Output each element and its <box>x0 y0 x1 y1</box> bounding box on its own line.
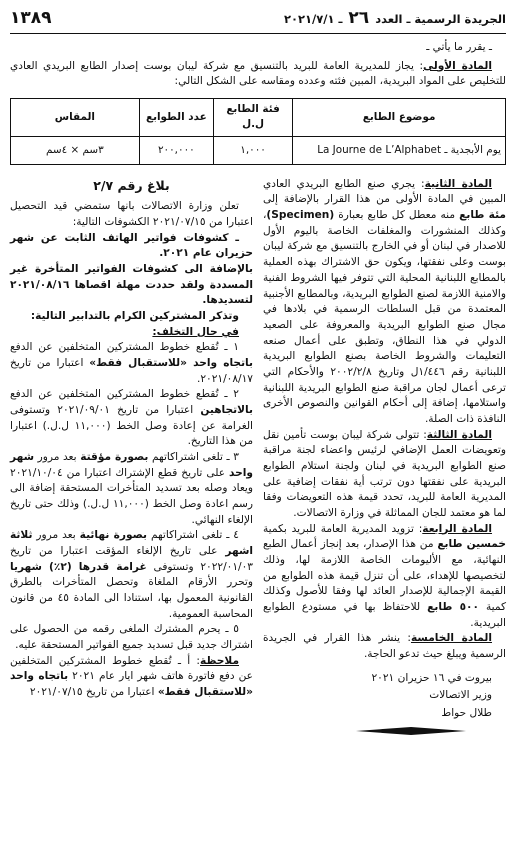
notice-reminder <box>10 309 253 325</box>
article-2-bold: مئة طابع <box>459 209 506 222</box>
measure-3 <box>10 450 253 528</box>
measure-text: على تاريخ الإلغاء المؤقت اعتبارا من تاريخ ٢٠٢٢/٠١/٠٣ وتستوفى <box>10 545 253 573</box>
article-5-text: : ينشر هذا القرار في الجريدة الرسمية ويبلغ حيث تدعو الحاجة. <box>263 632 506 660</box>
article-5 <box>263 631 506 662</box>
measure-text: ١ ـ تُقطع خطوط المشتركين المتخلفين عن الدفع <box>10 341 239 354</box>
gazette-title <box>284 6 506 31</box>
measure-bold: شهر واحد <box>10 451 253 479</box>
measure-text: اعتبارا من تاريخ ٢٠٢١/٠٨/١٧. <box>10 357 253 385</box>
cell-size: ٣سم × ٤سم <box>11 136 140 164</box>
cell-denomination: ١,٠٠٠ <box>213 136 292 164</box>
article-4-label: المادة الرابعة <box>422 522 493 535</box>
right-column <box>263 177 506 736</box>
article-2-text: : يجري صنع الطابع البريدي العادي المبين في المادة الأولى من هذا القرار بالإضافة إلى <box>263 177 506 206</box>
measure-text: ٣ ـ تلغى اشتراكاتهم <box>148 451 239 464</box>
notice-reminder-text: وتذكر المشتركين الكرام بالتدابير التالية: <box>30 310 239 322</box>
header-count: عدد الطوابع <box>139 99 213 137</box>
measure-2 <box>10 387 253 450</box>
measure-bold: باتجاه واحد «للاستقبال فقط» <box>89 357 253 370</box>
header-subject: موضوع الطابع <box>293 99 506 137</box>
signature-block <box>263 671 506 722</box>
divider-ornament <box>356 726 466 736</box>
measure-bold: بالاتجاهين <box>200 404 253 417</box>
article-4-text: من هذا الإصدار، بعد إنجاز أعمال الطبع النهائية، مع الأليومات الخاصة اللازمة لها، وذلك لتخصيصها للإهداء، على أن تنزل قيمة هذه الطوابع من القيمة الإجمالية للإصدار العائد لها وفقا للأصول وكذلك كمية <box>263 538 506 613</box>
article-4-text: للاحتفاظ بها في مستودع الطوابع البريدية. <box>263 600 506 629</box>
article-3 <box>263 428 506 522</box>
left-column <box>10 177 253 736</box>
notice-note <box>10 654 253 701</box>
measure-text: اعتبارا من تاريخ ٢٠٢١/٠٩/٠١ وتستوفى الغرامة عن إعادة وصل الخط (١١,٠٠٠ ل.ل.) اعتبارا من هذا التاريخ. <box>10 404 253 448</box>
continued-line: ـ يقرر ما يأتي ـ <box>426 41 492 53</box>
notice-intro: تعلن وزارة الاتصالات بانها ستمضي قيد التحصيل اعتبارا من ٢٠٢١/٠٧/١٥ الكشوفات التالية: <box>10 200 253 228</box>
measure-1 <box>10 340 253 387</box>
article-3-label: المادة الثالثة <box>426 428 492 441</box>
measure-text: على تاريخ قطع الإشتراك اعتبارا من ٢٠٢١/١٠/٠٤ ويعاد وصله بعد تسديد المتأخرات المستحقة إضافة الى رسم اعادة وصل الخط (١١,٠٠٠ ل.ل.) وذلك حتى تاريخ الإلغاء النهائي. <box>10 466 253 526</box>
article-2-text: ، وكذلك المنشورات والمغلفات الخاصة باليوم الأول للاصدار في لبنان أو في الخارج بالتنسيق مع شركة ليبان بوست وعلى نفقتها، ويكون حق الاشتراك بهذه العملية بالمطابع اللبنانية المحلية التي تتوفر فيها الشروط الفنية والامنية اللازمة لصنع الطوابع البريدية، وبالمطابع الأجنبية المعتمدة من قبل السلطات الرسمية في بلادها في مجال صنع الطوابع البريدية والمعروفة على الصعيد الدولي في هذا النطاق، وتطبق على أعمال صنعه التعليمات والشروط الخاصة بصنع الطوابع البريدية اللبنانية رقم ١/٤٤٦ل وتاريخ ٢٠٠٢/٢/٨ والأحكام التي ترعى أعمال لجان مراقبة صنع الطوابع البريدية اللبنانية واستلامها، إضافة إلى أحكام القوانين والنصوص الأخرى النافذة ذات الصلة. <box>263 209 506 425</box>
cell-subject: يوم الأبجدية ـ La Journe de L’Alphabet <box>293 136 506 164</box>
measure-text: بعد مرور <box>32 529 80 542</box>
article-2-text: منه معطل كل طابع بعبارة <box>334 209 460 222</box>
header-size: المقاس <box>11 99 140 137</box>
cell-count: ٢٠٠,٠٠٠ <box>139 136 213 164</box>
measure-4 <box>10 528 253 622</box>
measure-text: ٢ ـ تُقطع خطوط المشتركين المتخلفين عن الدفع <box>10 388 239 401</box>
measure-text: ٤ ـ تلغى اشتراكاتهم <box>147 529 239 542</box>
issue-number: ٢٦ <box>348 7 370 28</box>
page-number: ١٣٨٩ <box>10 7 52 28</box>
article-1-text: : يجاز للمديرية العامة للبريد بالتنسيق مع شركة ليبان بوست إصدار الطابع البريدي العادي للتخليص على المواد البريدية، المبين فئته وعدده ومقاسه على الشكل التالي: <box>10 59 506 88</box>
gazette-name: الجريدة الرسمية ـ العدد <box>375 11 506 26</box>
note-bold: باتجاه واحد «للاستقبال فقط» <box>10 670 253 699</box>
note-label: ملاحظة <box>200 654 239 667</box>
notice-item-2 <box>10 262 253 309</box>
page-header <box>10 8 506 34</box>
article-5-label: المادة الخامسة <box>410 632 492 645</box>
article-1 <box>10 59 506 90</box>
signature-name: طلال حواط <box>441 706 492 719</box>
signature-place-date: بيروت في ١٦ حزيران ٢٠٢١ <box>371 671 492 684</box>
notice-item-2-text: بالإضافة الى كشوفات الفواتير المتأخرة غير المسددة ولقد حددت مهلة اقصاها ٢٠٢١/٠٨/١٦ لتسديدها. <box>10 262 253 307</box>
notice-title: بلاغ رقم ٢/٧ <box>93 177 170 193</box>
measure-bold: ثلاثة اشهر <box>10 529 253 558</box>
notice-case <box>10 325 253 341</box>
decision-top <box>10 40 506 165</box>
measure-bold: بصورة نهائية <box>79 529 148 542</box>
stamp-table-header <box>11 99 506 137</box>
article-4-text: : تزويد المديرية العامة للبريد بكمية <box>263 522 423 535</box>
article-4-bold: خمسين طابع <box>437 538 507 551</box>
table-row <box>11 136 506 164</box>
note-text: : أ ـ تُقطع خطوط المشتركين المتخلفين عن دفع فاتورة هاتف شهر ايار عام ٢٠٢١ <box>10 654 253 683</box>
header-denomination: فئة الطابع ل.ل <box>213 99 292 137</box>
measure-5: ٥ ـ يحرم المشترك الملغى رقمه من الحصول على اشتراك جديد قبل تسديد جميع الفواتير المستحقة عليه. <box>10 623 253 652</box>
issue-date: ـ ٢٠٢١/٧/١ <box>283 11 343 26</box>
note-text: اعتبارا من تاريخ ٢٠٢١/٠٧/١٥ <box>29 686 158 699</box>
article-1-label: المادة الأولى <box>423 59 492 72</box>
end-ornament <box>263 726 506 736</box>
measure-bold: غرامة قدرها (٢٪) شهريا <box>10 560 147 573</box>
notice-case-text: في حال التخلف: <box>152 325 239 338</box>
article-2-label: المادة الثانية <box>424 177 492 190</box>
signature-title: وزير الاتصالات <box>429 689 492 702</box>
measure-text: وتحرر الأرقام الملغاة وتحصل المتأخرات بالطرق القانونية المعمول بها، استنادا الى المادة ٤٥ من قانون المحاسبة العمومية. <box>10 576 253 620</box>
article-2 <box>263 177 506 428</box>
specimen-text: (Specimen) <box>266 209 335 222</box>
stamp-table <box>10 98 506 165</box>
article-4-bold: ٥٠٠ طابع <box>427 600 479 613</box>
two-columns <box>10 177 506 736</box>
notice-item-1-text: ـ كشوفات فواتير الهاتف الثابت عن شهر حزيران عام ٢٠٢١. <box>10 231 253 260</box>
article-3-text: : تتولى شركة ليبان بوست تأمين نقل وتعويضات العمل الإضافي لرئيس واعضاء لجنة مراقبة صنع الطوابع البريدية في لبنان ولجنة استلام الطوابع البريدية على نفقتها دون ترتب أية نفقات إضافية على المديرية العامة للبريد، تحدد قيمة هذه التعويضات وفقا لما هو معتمد للجان المماثلة في وزارة الاتصالات. <box>263 428 506 519</box>
measure-bold: بصورة مؤقتة <box>80 451 149 464</box>
measure-text: بعد مرور <box>34 451 81 464</box>
notice-item-1 <box>10 231 253 262</box>
article-4 <box>263 522 506 632</box>
